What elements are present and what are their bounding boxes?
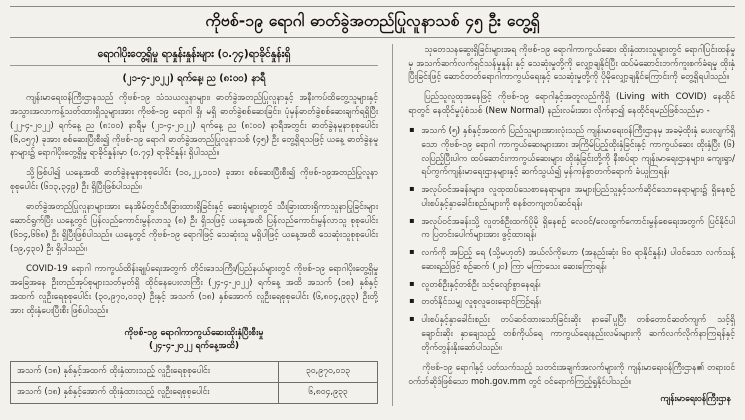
left-paragraph-4: COVID-19 ရောဂါ ကာကွယ်ထိန်းချုပ်ရေးအတွက် တိုင်းဒေသကြီး/ပြည်နယ်များတွင် ကိုဗစ်-၁၉ ရောဂါပိုးတွေ့ရှိမှုအခြေအနေ ဦးတည်အုပ်စုများသတ်မှတ်ရှိ ထိုင်နေပေးလာကြီး (၂၄-၄-၂၀၂၂) ရက်နေ့ အထိ အသက် (၁၈) နှစ်နှင့်အထက် လူဦးရေစုစုပေါင်း (၃၀,၉၇၀,၀၁၃) ဦးနှင့် အသက် (၁၈) နှစ်အောက် လူဦးရေစုစုပေါင်း (၆,၈၀၄,၉၃၃) ဦးတို့အား ထိုးနှံပေးပြီးစီး ဖြစ်ပါသည်။ — [10, 263, 378, 316]
list-item: ▪ အလုပ်ဝင်အခန်းသို့ လူတစ်ဦးထက်ပိုမို ရှိနေစဉ် လေဝင်/လေထွက်ကောင်းမွန်စေရေးအတွက် ပြင်နိုင်ပါက ပြတင်းပေါက်များအား ဖွင့်ထားရန်၊ — [408, 216, 735, 244]
right-intro-paragraph: သုတေသနဆွေးရှိခြင်းများအရ ကိုဗစ်-၁၉ ရောဂါကာကွယ်ဆေး ထိုးနှံထားသူများတွင် ရောဂါပြင်းထန်မှု မှ အသက်ဆက်လက်ရှင်သန်မှုနှုန်း နှင့် သေဆုံးမှုတို့ကို လျှော့ချနိုင်ပြီး ထပ်မံဆောင်းဘက်ကူးစက်ခံရမှု ထိုးနှံပြီးခြင်းဖြင့် ဆောင်တတ်ရောဂါကာကွယ်ရေးနှင့် သေဆုံးမှုတို့ကို ပိုမိုလျှော့ချနိုင်ကြောင်းကို တွေ့ရှိရပါသည်။ — [408, 44, 735, 83]
table-row — [11, 383, 378, 404]
website-footnote: ကိုဗစ်-၁၉ ရောဂါနှင့် ပတ်သက်သည့် သတင်းအချက်အလက်များကို ကျန်းမာရေးဝန်ကြီးဌာန၏ တရားဝင် ဝက်ဘ်ဆိုဒ်ဖြစ်သော moh.gov.mm တွင် ဝင်ရောက်ကြည့်ရှုနိုင်ပါသည်။ — [408, 362, 735, 386]
vaccination-table-heading-line1: ကိုဗစ်-၁၉ ရောဂါကာကွယ်ဆေးထိုးနှံပြီးစီးမှု — [124, 327, 264, 338]
vaccination-table-heading — [10, 327, 378, 354]
list-item: ▪ တတ်နိုင်သမျှ လူစုလူဝေးရောင်ကြဉ်ရန်၊ — [408, 296, 735, 310]
table-row — [11, 362, 378, 383]
table-cell-value: ၃၀,၉၇၀,၀၁၃ — [278, 362, 377, 383]
page-title: ကိုဗစ်-၁၉ ရောဂါ ဓာတ်ခွဲအတည်ပြုလူနာသစ် ၄၅ ဦး တွေ့ရှိ — [205, 12, 540, 30]
left-paragraph-2: သို့ဖြစ်ပါ၍ ယနေ့အထိ ဓာတ်ခွဲနမူနာစုစုပေါင်း (၁၀,၂၂,၁၀၁) ခုအား စစ်ဆေးပြီးစီး၍ ကိုဗစ်-၁၉အတည်ပြုလူနာစုစုပေါင်း (၆၁၃,၃၄၉) ဦး ရှိပြီးဖြစ်ပါသည်။ — [10, 168, 378, 193]
table-cell-value: ၆,၈၀၄,၉၃၃ — [278, 383, 377, 404]
list-item: ▪ ပါးစပ်နှင့်နှာခေါင်းစည်း တပ်ဆင်ထားသော်ခြင်းဆိုး နာခေါ်ပူပြီး တစ်တောင်ဆတ်ကျက် သင့်ရှိ ချောင်းဆိုး နှာချေသည့် တစ်ကိုယ်ရေ ကာကွယ်ရေးနည်းလမ်းများကို ဆက်လက်လိုက်နာကြရန်နှင့် တိုက်တွန်းနိုးဆော်ပါသည်။ — [408, 314, 735, 355]
list-item: ▪ လက်ကို အပြည့် ရေ (သို့မဟုတ်) အယ်လ်ကိုဟော (အနည်းဆုံး ၆၀ ရာနိုင်နှုန်း) ပါဝင်သော လက်သန့်ဆေးရည်ဖြင့် စဉ်ဆက် (၂၀) ကြာ မကြာသေး ဆေးကြောရန်၊ — [408, 247, 735, 275]
left-paragraph-1: ကျန်းမာရေးဝန်ကြီးဌာနသည် ကိုဗစ်-၁၉ သံသယလူနာများ၊ ဓာတ်ခွဲအတည်ပြုလူနာနှင့် အနီးကပ်ထိတွေ့သူများနှင့် အသွားအလာကန့်သတ်ထားရှိသူများအား ကိုဗစ်-၁၉ ရောဂါ ရှိ၊ မရှိ ဓာတ်ခွဲစစ်ဆေးခြင်း၊ ပုံမှန်ဓာတ်ခွဲစစ်ဆေးချက်ရရှိပြီး (၂၂-၄-၂၀၂၂) ရက်နေ့ ည (၈:၀၀) နာရီမှ (၂၁-၄-၂၀၂၂) ရက်နေ့ ည (၈:၀၀) နာရီအတွင်း ဓာတ်ခွဲနမူနာစုစုပေါင်း (၆,၀၅၇) ခုအား စစ်ဆေးပြီးစီး၍ ကိုဗစ်-၁၉ ရောဂါ ဓာတ်ခွဲအတည်ပြုလူနာသစ် (၄၅) ဦး တွေ့ရှိရသဖြင့် ယနေ့ ဓာတ်ခွဲနမူနာများ၌ ရောဂါပိုးတွေ့ရှိမှု ရာခိုင်နှုန်းမှာ (၀.၇၄) ရာခိုင်နှုန်း ရှိပါသည်။ — [10, 92, 378, 159]
list-item: ▪ လူတစ်ဦးနှင့်တစ်ဦး သင့်လျော်စွာနေရန်၊ — [408, 279, 735, 293]
right-column — [406, 44, 735, 407]
vaccination-stats-table — [10, 361, 378, 404]
left-paragraph-3: ဓာတ်ခွဲအတည်ပြုလူနာများအား နေအိမ်တွင်သီးခြားထားရှိခြင်းနှင့် ဆေးရုံများတွင် သီးခြားထားရှိကာသူနာပြုခြင်းများ ဆောင်ရွက်ပြီး ယနေ့တွင် ပြန်လည်ကောင်းမွန်လာသူ (၈) ဦး ရှိသဖြင့် ယနေ့အထိ ပြန်လည်ကောင်းမွန်လာသူ စုစုပေါင်း (၆၁၄,၆၆၈) ဦး ရှိပြီးဖြစ်ပါသည်။ ယနေ့တွင် ကိုဗစ်-၁၉ ရောဂါဖြင့် သေဆုံးသူ မရှိပါဖြင့် ယနေ့အထိ သေဆုံးသူစုစုပေါင်း (၁၉,၄၃၀) ဦး ရှိပါသည်။ — [10, 202, 378, 254]
left-subheading: ရောဂါပိုးတွေ့ရှိမှု ရာနှုန်းနှုန်းများ (၀.၇၄)ရာခိုင်နှုန်းရှိ — [10, 44, 378, 66]
left-column — [10, 44, 378, 405]
new-normal-lead: ပြည်သူလူထုအနေဖြင့် ကိုဗစ်-၁၉ ရောဂါနှင့်အတူလည်ကိုရှိ (Living with COVID) နေထိုင်ရာတွင် နေထိုင်မှုပုံစံသစ် (New Normal) နည်းလမ်းအား လိုက်နာ၍ နေထိုင်ရမည်ဖြစ်သည်မှာ - — [408, 92, 735, 117]
table-cell-label: အသက် (၁၈) နှစ်နှင့်အောက် ထိုးနှံထားသည့် လူဦးရေစုစုပေါင်း — [11, 383, 279, 404]
list-item: ▪ အသက် (၅) နှစ်နှင့်အထက် ပြည်သူများအားလုံးသည် ကျန်းမာရေးဝန်ကြီးဌာနမှ အခမဲ့ထိုးနှံ ပေးလျက်ရှိသော ကိုဗစ်-၁၉ ရောဂါ ကာကွယ်ဆေးများအား အကြိမ်ပြည့်ထိုးနှံခြင်းနှင့် ကာကွယ်ဆေး ထိုးနှံပြီး (၆) လပြည့်ပြီးပါက ထပ်ဆောင်းကာကွယ်ဆေးများ ထိုးနှံခြင်းတို့ကို နီးစပ်ရာ ကျန်းမာရေးဌာနများ၊ ကျေးရွာ/ရပ်ကွက်ကျန်းမာရေးဌာနများနှင့် ဆက်သွယ်၍ မှန်ကန်စွာတက်ရောက် ခံယူကြရန်၊ — [408, 125, 735, 180]
guidance-bullet-list — [408, 125, 735, 355]
table-cell-label: အသက် (၁၈) နှစ်နှင့်အထက် ထိုးနှံထားသည့် လူဦးရေစုစုပေါင်း — [11, 362, 279, 383]
page-title-bar — [10, 6, 735, 38]
issuing-ministry-signature: ကျန်းမာရေးဝန်ကြီးဌာန — [660, 394, 731, 405]
list-item: ▪ အလုပ်ဝင်အခန်းများ၊ လူထုထပ်သေစာနေရာများ၊ အများပြည်သူနှင့်သက်ဆိုင်သောနေရာများ၌ ရှိနေစဉ် ပါးစပ်နှင့်နှာခေါင်းစည်းများကို စနစ်တကျတပ်ဆင်ရန်၊ — [408, 184, 735, 212]
two-column-layout — [10, 44, 735, 407]
report-datestamp: (၂၁-၄-၂၀၂၂) ရက်နေ့၊ ည (၈:၀၀) နာရီ — [122, 72, 266, 84]
vaccination-table-heading-line2: (၂၄-၄-၂၀၂၂ ရက်နေ့အထိ) — [148, 341, 240, 352]
